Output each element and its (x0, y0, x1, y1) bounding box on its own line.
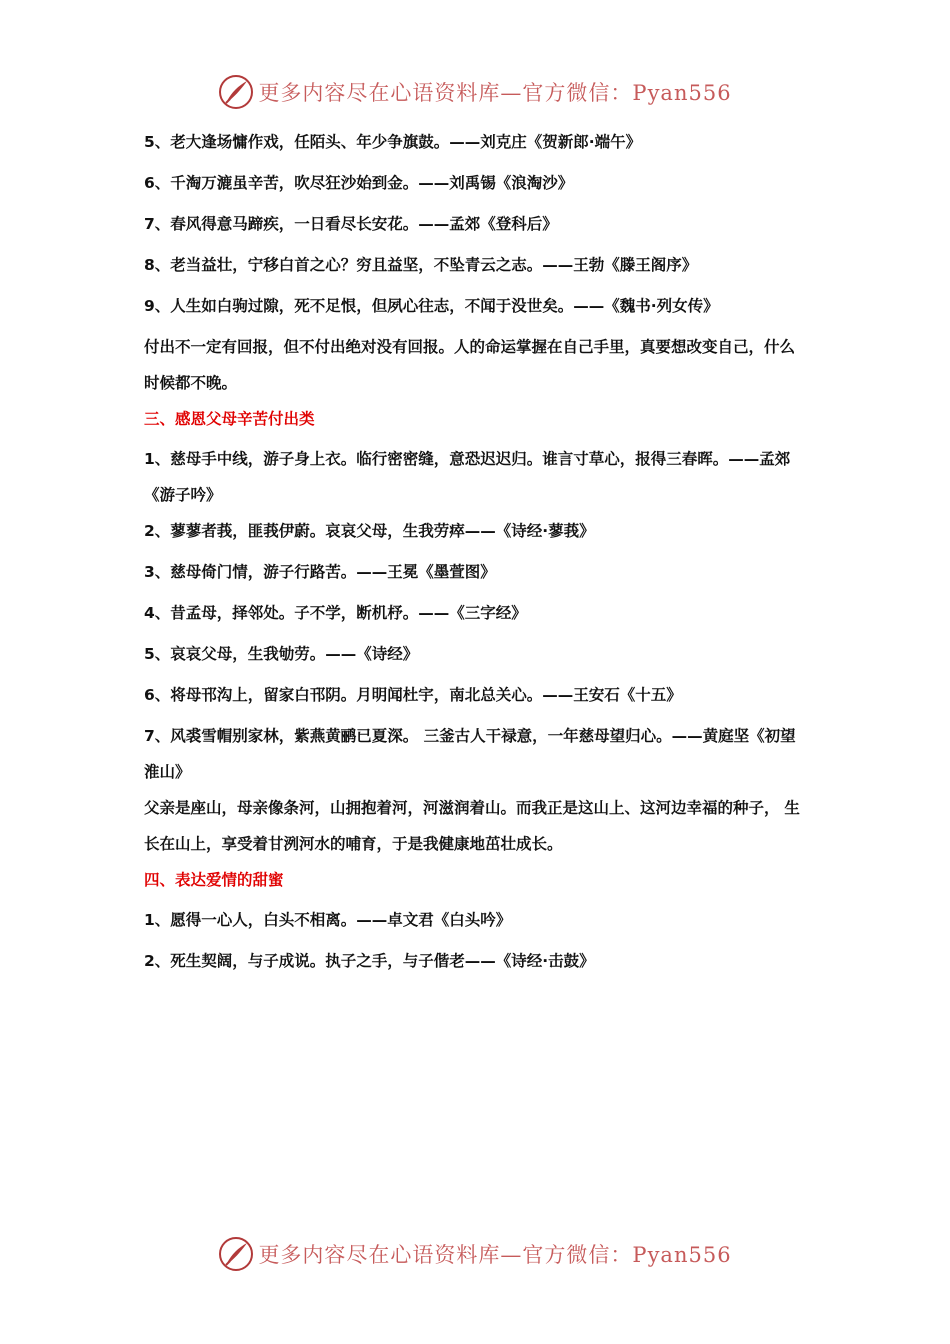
section-heading: 四、表达爱情的甜蜜 (144, 871, 284, 889)
quote-line: 8、老当益壮，宁移白首之心？穷且益坚，不坠青云之志。——王勃《滕王阁序》 (144, 256, 698, 274)
quote-line: 6、将母邗沟上，留家白邗阴。月明闻杜宇，南北总关心。——王安石《十五》 (144, 686, 682, 704)
quote-line: 1、愿得一心人，白头不相离。——卓文君《白头吟》 (144, 911, 512, 929)
summary-paragraph: 父亲是座山，母亲像条河，山拥抱着河，河滋润着山。而我正是这山上、这河边幸福的种子， 生长在山上，享受着甘洌河水的哺育，于是我健康地茁壮成长。 (144, 799, 800, 853)
quote-line: 7、风裘雪帽别家林，紫燕黄鹂已夏深。 三釜古人干禄意，一年慈母望归心。——黄庭坚《初望淮山》 (144, 727, 796, 781)
quill-logo-icon (218, 1236, 254, 1272)
quote-line: 5、老大逢场慵作戏，任陌头、年少争旗鼓。——刘克庄《贺新郎·端午》 (144, 133, 642, 151)
summary-paragraph: 付出不一定有回报，但不付出绝对没有回报。人的命运掌握在自己手里，真要想改变自己，什么时候都不晚。 (144, 338, 796, 392)
header-text: 更多内容尽在心语资料库—官方微信：Pyan556 (258, 81, 732, 105)
quote-line: 1、慈母手中线，游子身上衣。临行密密缝，意恐迟迟归。谁言寸草心，报得三春晖。——孟郊《游子吟》 (144, 450, 791, 504)
footer-text: 更多内容尽在心语资料库—官方微信：Pyan556 (258, 1243, 732, 1267)
quote-line: 3、慈母倚门情，游子行路苦。——王冕《墨萱图》 (144, 563, 496, 581)
quote-line: 9、人生如白驹过隙，死不足恨，但夙心往志，不闻于没世矣。——《魏书·列女传》 (144, 297, 719, 315)
header-banner (0, 72, 950, 112)
quote-line: 5、哀哀父母，生我劬劳。——《诗经》 (144, 645, 419, 663)
quill-logo-icon (218, 74, 254, 110)
footer-banner (0, 1234, 950, 1274)
quote-line: 7、春风得意马蹄疾，一日看尽长安花。——孟郊《登科后》 (144, 215, 558, 233)
quote-line: 2、蓼蓼者莪，匪莪伊蔚。哀哀父母，生我劳瘁——《诗经·蓼莪》 (144, 522, 595, 540)
quote-line: 2、死生契阔，与子成说。执子之手，与子偕老——《诗经·击鼓》 (144, 952, 595, 970)
quote-line: 4、昔孟母，择邻处。子不学，断机杼。——《三字经》 (144, 604, 527, 622)
quote-line: 6、千淘万漉虽辛苦，吹尽狂沙始到金。——刘禹锡《浪淘沙》 (144, 174, 574, 192)
document-body (144, 124, 810, 984)
section-heading: 三、感恩父母辛苦付出类 (144, 410, 315, 428)
